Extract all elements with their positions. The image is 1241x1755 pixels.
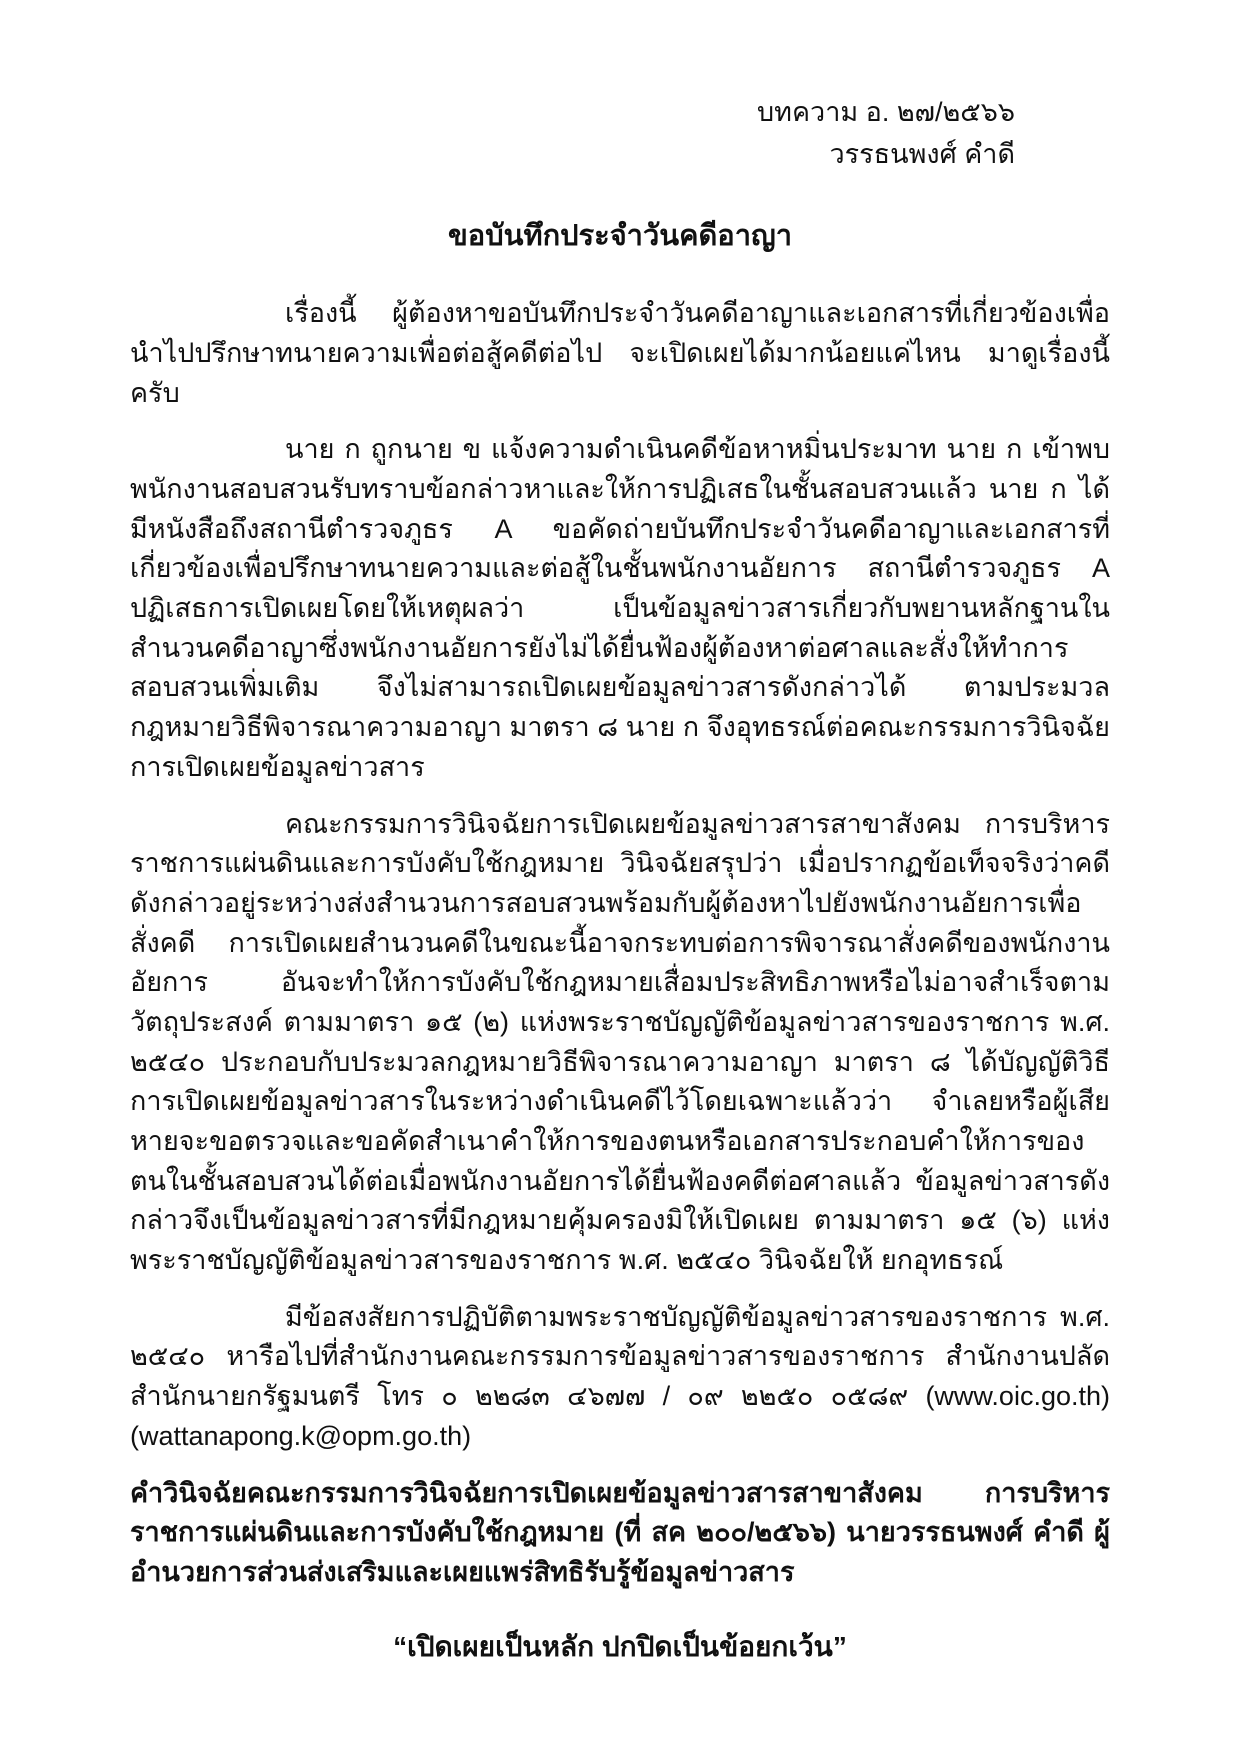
closing-quote: “เปิดเผยเป็นหลัก ปกปิดเป็นข้อยกเว้น”: [393, 1630, 847, 1662]
document-title: ขอบันทึกประจำวันคดีอาญา: [447, 219, 793, 252]
intro-paragraph: เรื่องนี้ ผู้ต้องหาขอบันทึกประจำวันคดีอาญาและเอกสารที่เกี่ยวข้องเพื่อนำไปปรึกษาทนายความเพื่อต่อสู้คดีต่อไป จะเปิดเผยได้มากน้อยแค่ไหน มาดูเรื่องนี้ครับ: [130, 298, 1110, 408]
contact-info-paragraph: มีข้อสงสัยการปฏิบัติตามพระราชบัญญัติข้อมูลข่าวสารของราชการ พ.ศ. ๒๕๔๐ หารือไปที่สำนักงานคณะกรรมการข้อมูลข่าวสารของราชการ สำนักงานปลัดสำนักนายกรัฐมนตรี โทร ๐ ๒๒๘๓ ๔๖๗๗ / ๐๙ ๒๒๕๐ ๐๕๘๙ (www.oic.go.th) (wattanapong.k@opm.go.th): [130, 1301, 1110, 1451]
committee-decision-paragraph: คณะกรรมการวินิจฉัยการเปิดเผยข้อมูลข่าวสารสาขาสังคม การบริหารราชการแผ่นดินและการบังคับใช้กฎหมาย วินิจฉัยสรุปว่า เมื่อปรากฏข้อเท็จจริงว่าคดีดังกล่าวอยู่ระหว่างส่งสำนวนการสอบสวนพร้อมกับผู้ต้องหาไปยังพนักงานอัยการเพื่อสั่งคดี การเปิดเผยสำนวนคดีในขณะนี้อาจกระทบต่อการพิจารณาสั่งคดีของพนักงานอัยการ อันจะทำให้การบังคับใช้กฎหมายเสื่อมประสิทธิภาพหรือไม่อาจสำเร็จตามวัตถุประสงค์ ตามมาตรา ๑๕ (๒) แห่งพระราชบัญญัติข้อมูลข่าวสารของราชการ พ.ศ. ๒๕๔๐ ประกอบกับประมวลกฎหมายวิธีพิจารณาความอาญา มาตรา ๘ ได้บัญญัติวิธีการเปิดเผยข้อมูลข่าวสารในระหว่างดำเนินคดีไว้โดยเฉพาะแล้วว่า จำเลยหรือผู้เสียหายจะขอตรวจและขอคัดสำเนาคำให้การของตนหรือเอกสารประกอบคำให้การของตนในชั้นสอบสวนได้ต่อเมื่อพนักงานอัยการได้ยื่นฟ้องคดีต่อศาลแล้ว ข้อมูลข่าวสารดังกล่าวจึงเป็นข้อมูลข่าวสารที่มีกฎหมายคุ้มครองมิให้เปิดเผย ตามมาตรา ๑๕ (๖) แห่งพระราชบัญญัติข้อมูลข่าวสารของราชการ พ.ศ. ๒๕๔๐ วินิจฉัยให้ ยกอุทธรณ์: [130, 808, 1110, 1276]
case-facts-paragraph: นาย ก ถูกนาย ข แจ้งความดำเนินคดีข้อหาหมิ่นประมาท นาย ก เข้าพบพนักงานสอบสวนรับทราบข้อกล่าวหาและให้การปฏิเสธในชั้นสอบสวนแล้ว นาย ก ได้มีหนังสือถึงสถานีตำรวจภูธร A ขอคัดถ่ายบันทึกประจำวันคดีอาญาและเอกสารที่เกี่ยวข้องเพื่อปรึกษาทนายความและต่อสู้ในชั้นพนักงานอัยการ สถานีตำรวจภูธร A ปฏิเสธการเปิดเผยโดยให้เหตุผลว่า เป็นข้อมูลข่าวสารเกี่ยวกับพยานหลักฐานในสำนวนคดีอาญาซึ่งพนักงานอัยการยังไม่ได้ยื่นฟ้องผู้ต้องหาต่อศาลและสั่งให้ทำการสอบสวนเพิ่มเติม จึงไม่สามารถเปิดเผยข้อมูลข่าวสารดังกล่าวได้ ตามประมวลกฎหมายวิธีพิจารณาความอาญา มาตรา ๘ นาย ก จึงอุทธรณ์ต่อคณะกรรมการวินิจฉัยการเปิดเผยข้อมูลข่าวสาร: [130, 434, 1110, 782]
author-name: วรรธนพงศ์ คำดี: [829, 138, 1015, 169]
article-number: บทความ อ. ๒๗/๒๕๖๖: [757, 97, 1015, 127]
decision-reference: คำวินิจฉัยคณะกรรมการวินิจฉัยการเปิดเผยข้อมูลข่าวสารสาขาสังคม การบริหารราชการแผ่นดินและการบังคับใช้กฎหมาย (ที่ สค ๒๐๐/๒๕๖๖) นายวรรธนพงศ์ คำดี ผู้อำนวยการส่วนส่งเสริมและเผยแพร่สิทธิรับรู้ข้อมูลข่าวสาร: [130, 1477, 1110, 1587]
document-header: [130, 92, 1110, 176]
